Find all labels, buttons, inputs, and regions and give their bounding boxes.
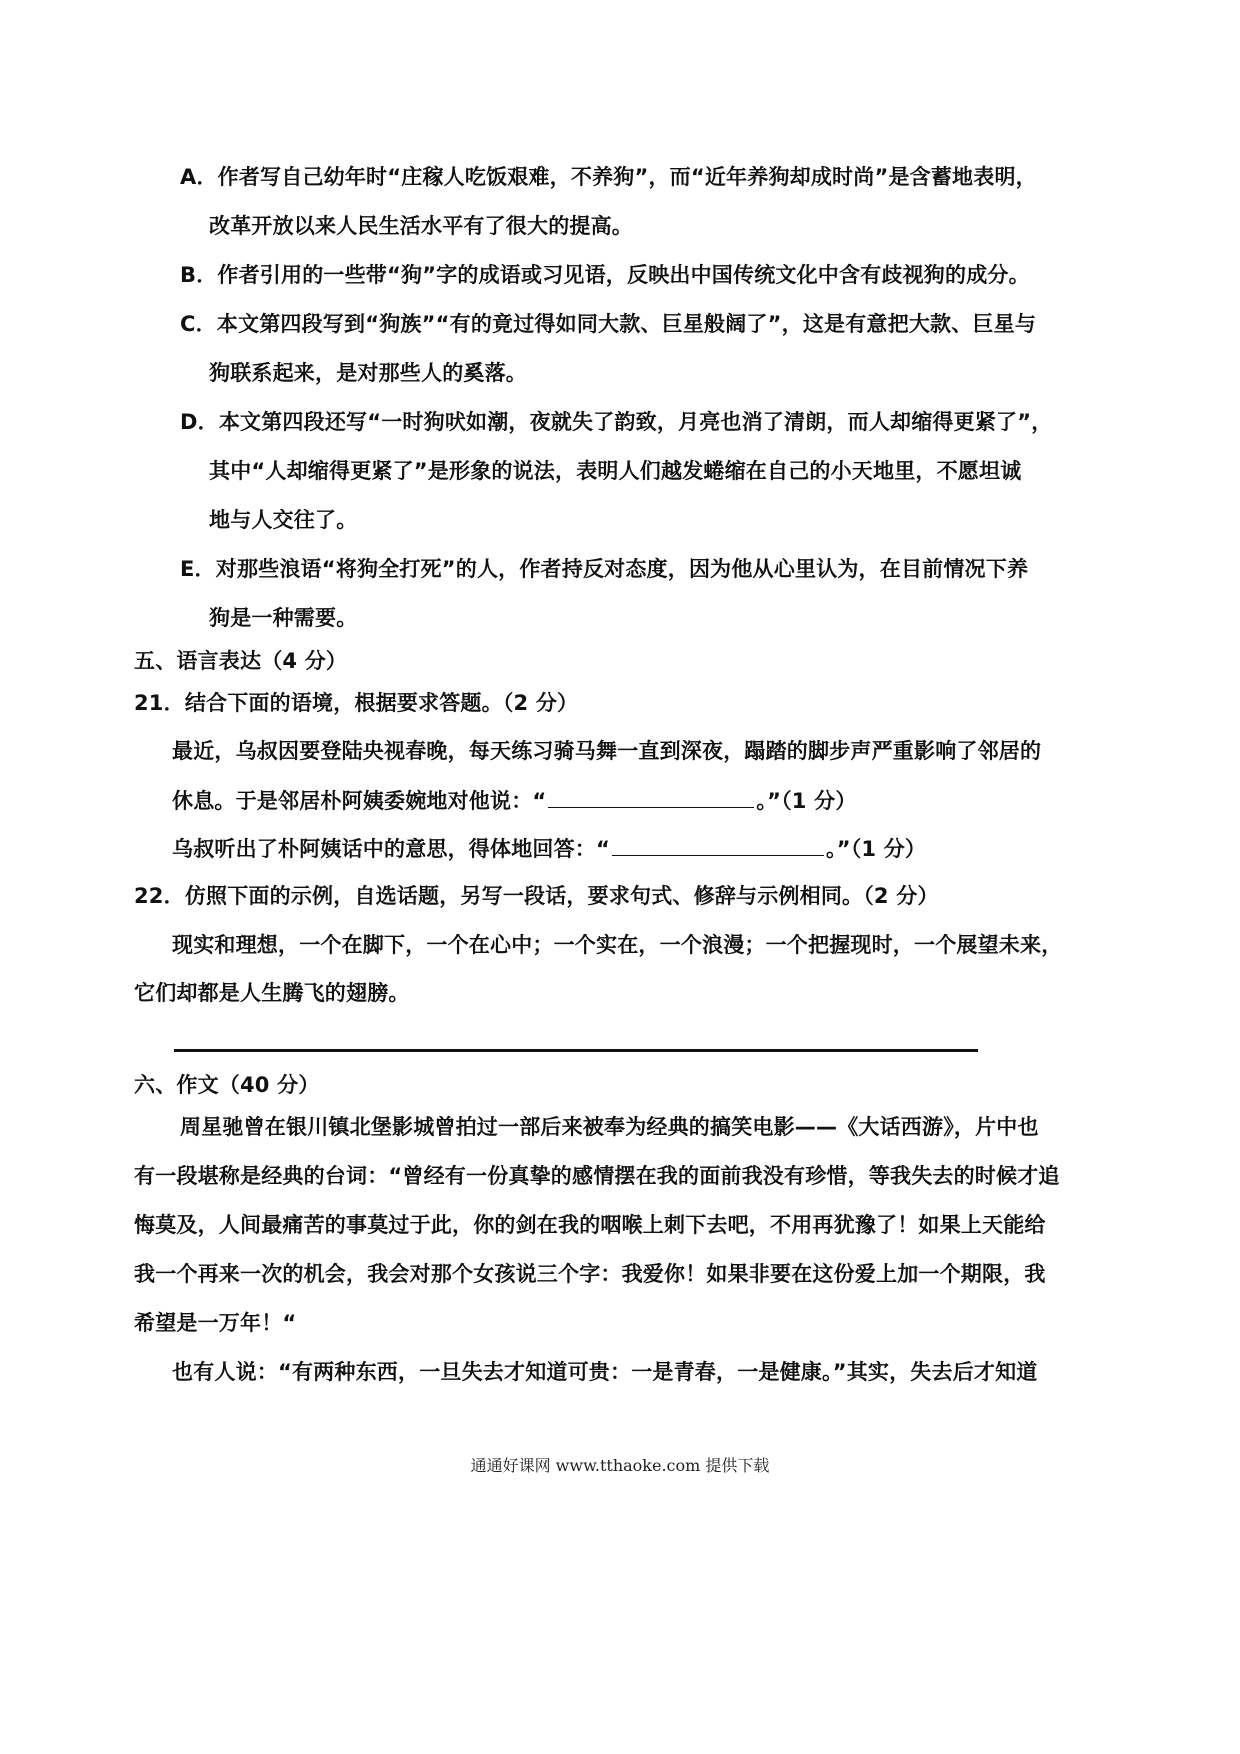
question-21-line-3-suffix: 。”（1 分）: [826, 837, 927, 861]
option-a-line-2: 改革开放以来人民生活水平有了很大的提高。: [209, 214, 633, 238]
question-21-line-3-prefix: 乌叔听出了朴阿姨话中的意思，得体地回答：“: [172, 837, 610, 861]
question-21-line-3: [172, 833, 926, 864]
option-c-line-1: C．本文第四段写到“狗族”“有的竟过得如同大款、巨星般阔了”，这是有意把大款、巨星与: [180, 312, 1037, 336]
question-21-line-1: 最近，乌叔因要登陆央视春晚，每天练习骑马舞一直到深夜，蹋踏的脚步声严重影响了邻居的: [172, 739, 1042, 763]
answer-rule[interactable]: [174, 1049, 978, 1052]
question-22-title: 22．仿照下面的示例，自选话题，另写一段话，要求句式、修辞与示例相同。（2 分）: [134, 884, 939, 908]
question-21-title: 21．结合下面的语境，根据要求答题。（2 分）: [134, 691, 579, 715]
essay-prompt-p1-line-2: 有一段堪称是经典的台词：“曾经有一份真挚的感情摆在我的面前我没有珍惜，等我失去的时候才追: [134, 1164, 1060, 1188]
essay-prompt-p1-line-4: 我一个再来一次的机会，我会对那个女孩说三个字：我爱你！如果非要在这份爱上加一个期限，我: [134, 1262, 1046, 1286]
option-d-line-1: D．本文第四段还写“一时狗吠如潮，夜就失了韵致，月亮也消了清朗，而人却缩得更紧了”，: [180, 410, 1053, 434]
option-d-line-2: 其中“人却缩得更紧了”是形象的说法，表明人们越发蜷缩在自己的小天地里，不愿坦诚: [209, 459, 1022, 483]
answer-blank-1[interactable]: [548, 785, 754, 808]
section-5-heading: 五、语言表达（4 分）: [134, 649, 348, 673]
question-22-example-line-1: 现实和理想，一个在脚下，一个在心中；一个实在，一个浪漫；一个把握现时，一个展望未来，: [172, 933, 1063, 957]
essay-prompt-p1-line-1: 周星驰曾在银川镇北堡影城曾拍过一部后来被奉为经典的搞笑电影——《大话西游》，片中也: [180, 1115, 1039, 1139]
section-6-heading: 六、作文（40 分）: [134, 1073, 320, 1097]
option-a-line-1: A．作者写自己幼年时“庄稼人吃饭艰难，不养狗”，而“近年养狗却成时尚”是含蓄地表明，: [180, 165, 1037, 189]
option-d-line-3: 地与人交往了。: [209, 508, 358, 532]
option-e-line-1: E．对那些浪语“将狗全打死”的人，作者持反对态度，因为他从心里认为，在目前情况下养: [180, 557, 1029, 581]
question-21-line-2: [172, 785, 857, 816]
question-21-line-2-prefix: 休息。于是邻居朴阿姨委婉地对他说：“: [172, 789, 547, 813]
answer-blank-2[interactable]: [612, 833, 824, 856]
essay-prompt-p1-line-5: 希望是一万年！“: [134, 1311, 297, 1335]
option-c-line-2: 狗联系起来，是对那些人的奚落。: [209, 361, 527, 385]
option-b-line-1: B．作者引用的一些带“狗”字的成语或习见语，反映出中国传统文化中含有歧视狗的成分。: [180, 263, 1030, 287]
question-21-line-2-suffix: 。”（1 分）: [756, 789, 857, 813]
essay-prompt-p1-line-3: 悔莫及，人间最痛苦的事莫过于此，你的剑在我的咽喉上刺下去吧，不用再犹豫了！如果上天能给: [134, 1213, 1046, 1237]
page-footer: 通通好课网 www.tthaoke.com 提供下载: [470, 1456, 770, 1475]
option-e-line-2: 狗是一种需要。: [209, 606, 358, 630]
essay-prompt-p2-line-1: 也有人说：“有两种东西，一旦失去才知道可贵：一是青春，一是健康。”其实，失去后才知道: [172, 1360, 1038, 1384]
question-22-example-line-2: 它们却都是人生腾飞的翅膀。: [134, 981, 410, 1005]
